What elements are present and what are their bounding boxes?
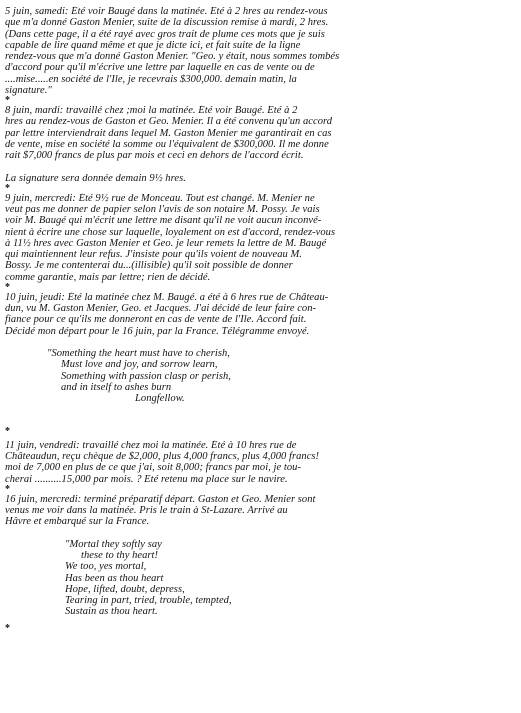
poem-author: Longfellow.	[135, 393, 185, 404]
entry-line: rendez-vous que m'a donné Gaston Menier. "Geo. y était, nous sommes tombés	[5, 51, 340, 62]
entry-16-juin	[5, 494, 513, 528]
entry-line: à 11½ hres avec Gaston Menier et Geo. je leur remets la lettre de M. Baugé	[5, 237, 327, 249]
poem-line: and in itself to ashes burn	[61, 381, 172, 393]
entry-line: ....mise.....en société de l'Ile, je recevrais $300,000. demain matin, la	[5, 73, 297, 85]
entry-line: d'accord pour qu'il m'écrive une lettre par laquelle en cas de vente ou de	[5, 62, 315, 74]
entry-line: hres au rendez-vous de Gaston et Geo. Menier. Il a été convenu qu'un accord	[5, 116, 333, 128]
blank-line	[5, 337, 513, 348]
entry-line: de vente, mise en société la somme ou l'équivalent de $300,000. Il me donne	[5, 138, 329, 150]
entry-line: comme garantie, mais par lettre; rien de décidé.	[5, 271, 211, 283]
separator-star: *	[5, 622, 11, 634]
blank-line	[5, 161, 513, 172]
entry-line: 11 juin, vendredi: travaillé chez moi la matinée. Été à 10 hres rue de	[5, 439, 297, 451]
blank-line	[5, 528, 513, 539]
poem-line: We too, yes mortal,	[65, 561, 147, 573]
entry-line: veut pas me donner de papier selon l'avis de son notaire M. Possy. Je vais	[5, 204, 320, 215]
entry-line: rait $7,000 francs de plus par mois et ceci en dehors de l'accord écrit.	[5, 150, 304, 161]
entry-line: dun, vu M. Gaston Menier, Geo. et Jacques. J'ai décidé de leur faire con-	[5, 303, 317, 314]
entry-line: venus me voir dans la matinée. Pris le train à St-Lazare. Arrivé au	[5, 505, 288, 516]
poem-line: "Something the heart must have to cherish,	[47, 348, 230, 359]
entry-line: capable de lire quand même et que je dicte ici, et fait suite de la ligne	[5, 39, 301, 51]
poem-longfellow	[5, 348, 513, 404]
blank-line	[5, 416, 513, 427]
poem-mortal	[5, 539, 513, 618]
entry-line: par lettre interviendrait dans lequel M. Gaston Menier me garantirait en cas	[5, 127, 332, 139]
poem-line: Must love and joy, and sorrow learn,	[61, 359, 218, 371]
entry-line: 5 juin, samedi: Été voir Baugé dans la matinée. Eté à 2 hres au rendez-vous	[5, 6, 328, 17]
entry-line: fiance pour ce qu'ils me donneront en cas de vente de l'Ile. Accord fait.	[5, 314, 307, 326]
entry-line: Bossy. Je me contenterai du...(illisible) qu'il soit possible de donner	[5, 260, 293, 272]
entry-5-juin	[5, 6, 513, 96]
poem-line: Hope, lifted, doubt, depress,	[65, 583, 185, 595]
separator-star: *	[5, 281, 11, 293]
poem-line: Tearing in part, tried, trouble, tempted,	[65, 595, 232, 606]
entry-line: signature."	[5, 84, 52, 96]
poem-line: Sustain as thou heart.	[65, 606, 158, 618]
signature-note: La signature sera donnée demain 9½ hres.	[5, 172, 186, 184]
entry-line: voir M. Baugé qui m'écrit une lettre me disant qu'il ne voit aucun inconvé-	[5, 215, 322, 227]
entry-line: 8 juin, mardi: travaillé chez ;moi la matinée. Été voir Baugé. Eté à 2	[5, 105, 298, 116]
entry-line: Hâvre et embarqué sur la France.	[5, 516, 150, 528]
entry-line: qui maintiennent leur refus. J'insiste pour qu'ils voient de nouveau M.	[5, 249, 302, 260]
separator-star: *	[5, 425, 11, 437]
entry-line: moi de 7,000 en plus de ce que j'ai, soit 8,000; francs par moi, je tou-	[5, 462, 302, 474]
poem-line: Something with passion clasp or perish,	[61, 370, 231, 382]
entry-line: Châteaudun, reçu chèque de $2,000, plus 4,000 francs, plus 4,000 francs!	[5, 451, 320, 462]
poem-line: these to thy heart!	[81, 550, 159, 561]
separator-star: *	[5, 95, 11, 106]
entry-10-juin	[5, 292, 513, 337]
poem-line: Has been as thou heart	[65, 572, 164, 584]
entry-line: 10 juin, jeudi: Été la matinée chez M. Baugé. a été à 6 hres rue de Château-	[5, 291, 329, 303]
entry-line: cherai ..........15,000 par mois. ? Eté retenu ma place sur le navire.	[5, 473, 288, 485]
blank-line	[5, 404, 513, 415]
entry-8-juin	[5, 105, 513, 184]
separator-star: *	[5, 483, 11, 495]
entry-line: 9 juin, mercredi: Été 9½ rue de Monceau. Tout est changé. M. Menier ne	[5, 192, 315, 204]
separator-star: *	[5, 182, 11, 194]
entry-line: Décidé mon départ pour le 16 juin, par la France. Télégramme envoyé.	[5, 325, 310, 337]
entry-line: 16 juin, mercredi: terminé préparatif départ. Gaston et Geo. Menier sont	[5, 493, 316, 505]
entry-line: (Dans cette page, il a été rayé avec gros trait de plume ces mots que je suis	[5, 28, 325, 40]
entry-11-juin	[5, 440, 513, 485]
entry-line: que m'a donné Gaston Menier, suite de la discussion remise à mardi, 2 hres.	[5, 17, 329, 29]
entry-9-juin	[5, 193, 513, 283]
poem-line: "Mortal they softly say	[65, 538, 162, 550]
entry-line: nient à écrire une chose sur laquelle, loyalement on est d'accord, rendez-vous	[5, 226, 336, 238]
